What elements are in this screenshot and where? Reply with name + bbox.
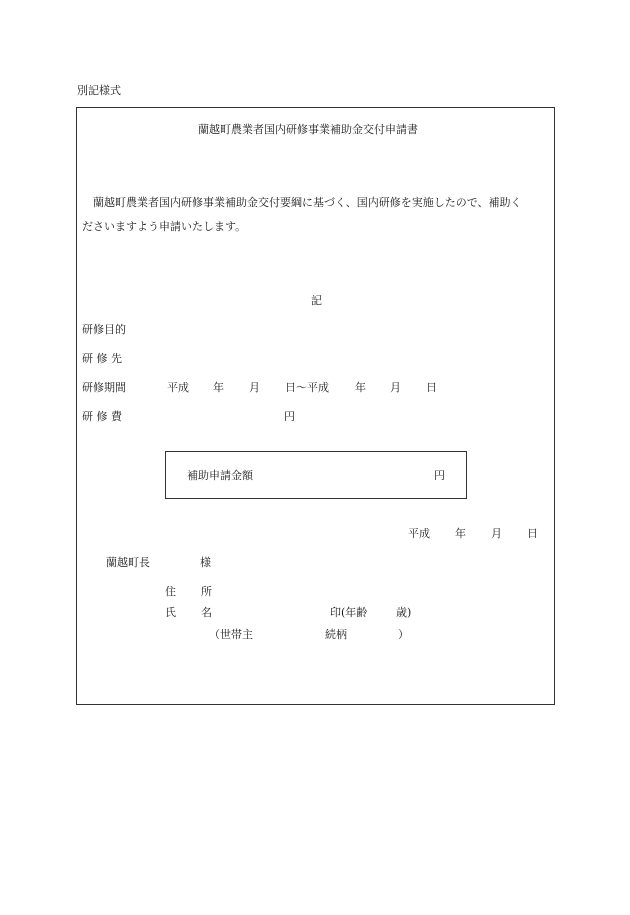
form-label: 別記様式 bbox=[77, 84, 121, 97]
name-label-char-2: 名 bbox=[201, 606, 212, 619]
age-unit: 歳) bbox=[396, 606, 412, 619]
cost-unit: 円 bbox=[284, 410, 295, 423]
close-paren: ） bbox=[398, 628, 409, 641]
addressee-honorific: 様 bbox=[200, 556, 211, 569]
period-year-end: 年 bbox=[355, 381, 366, 394]
period-month-end: 月 bbox=[390, 381, 401, 394]
period-month-start: 月 bbox=[249, 381, 260, 394]
date-era: 平成 bbox=[408, 527, 430, 540]
address-label-char-1: 住 bbox=[165, 585, 176, 598]
subsidy-amount-label: 補助申請金額 bbox=[187, 469, 253, 482]
subsidy-amount-unit: 円 bbox=[434, 469, 445, 482]
date-month: 月 bbox=[491, 527, 502, 540]
addressee-name: 蘭越町長 bbox=[106, 556, 150, 569]
body-text-line-2: ださいますよう申請いたします。 bbox=[82, 220, 247, 233]
cost-label: 研 修 費 bbox=[82, 410, 122, 423]
period-label: 研修期間 bbox=[82, 381, 126, 394]
period-era-start: 平成 bbox=[167, 381, 189, 394]
household-head-label: （世帯主 bbox=[209, 628, 253, 641]
body-text-line-1: 蘭越町農業者国内研修事業補助金交付要綱に基づく、国内研修を実施したので、補助く bbox=[93, 196, 522, 209]
purpose-label: 研修目的 bbox=[82, 323, 126, 336]
date-year: 年 bbox=[455, 527, 466, 540]
date-day: 日 bbox=[527, 527, 538, 540]
address-label-char-2: 所 bbox=[201, 585, 212, 598]
form-title: 蘭越町農業者国内研修事業補助金交付申請書 bbox=[198, 123, 418, 136]
period-day-tilde-era: 日～平成 bbox=[285, 381, 329, 394]
destination-label: 研 修 先 bbox=[82, 352, 122, 365]
ki-heading: 記 bbox=[311, 294, 322, 307]
relation-label: 続柄 bbox=[325, 628, 347, 641]
name-label-char-1: 氏 bbox=[165, 606, 176, 619]
seal-age-label: 印(年齢 bbox=[330, 606, 368, 619]
period-day-end: 日 bbox=[426, 381, 437, 394]
period-year-start: 年 bbox=[213, 381, 224, 394]
